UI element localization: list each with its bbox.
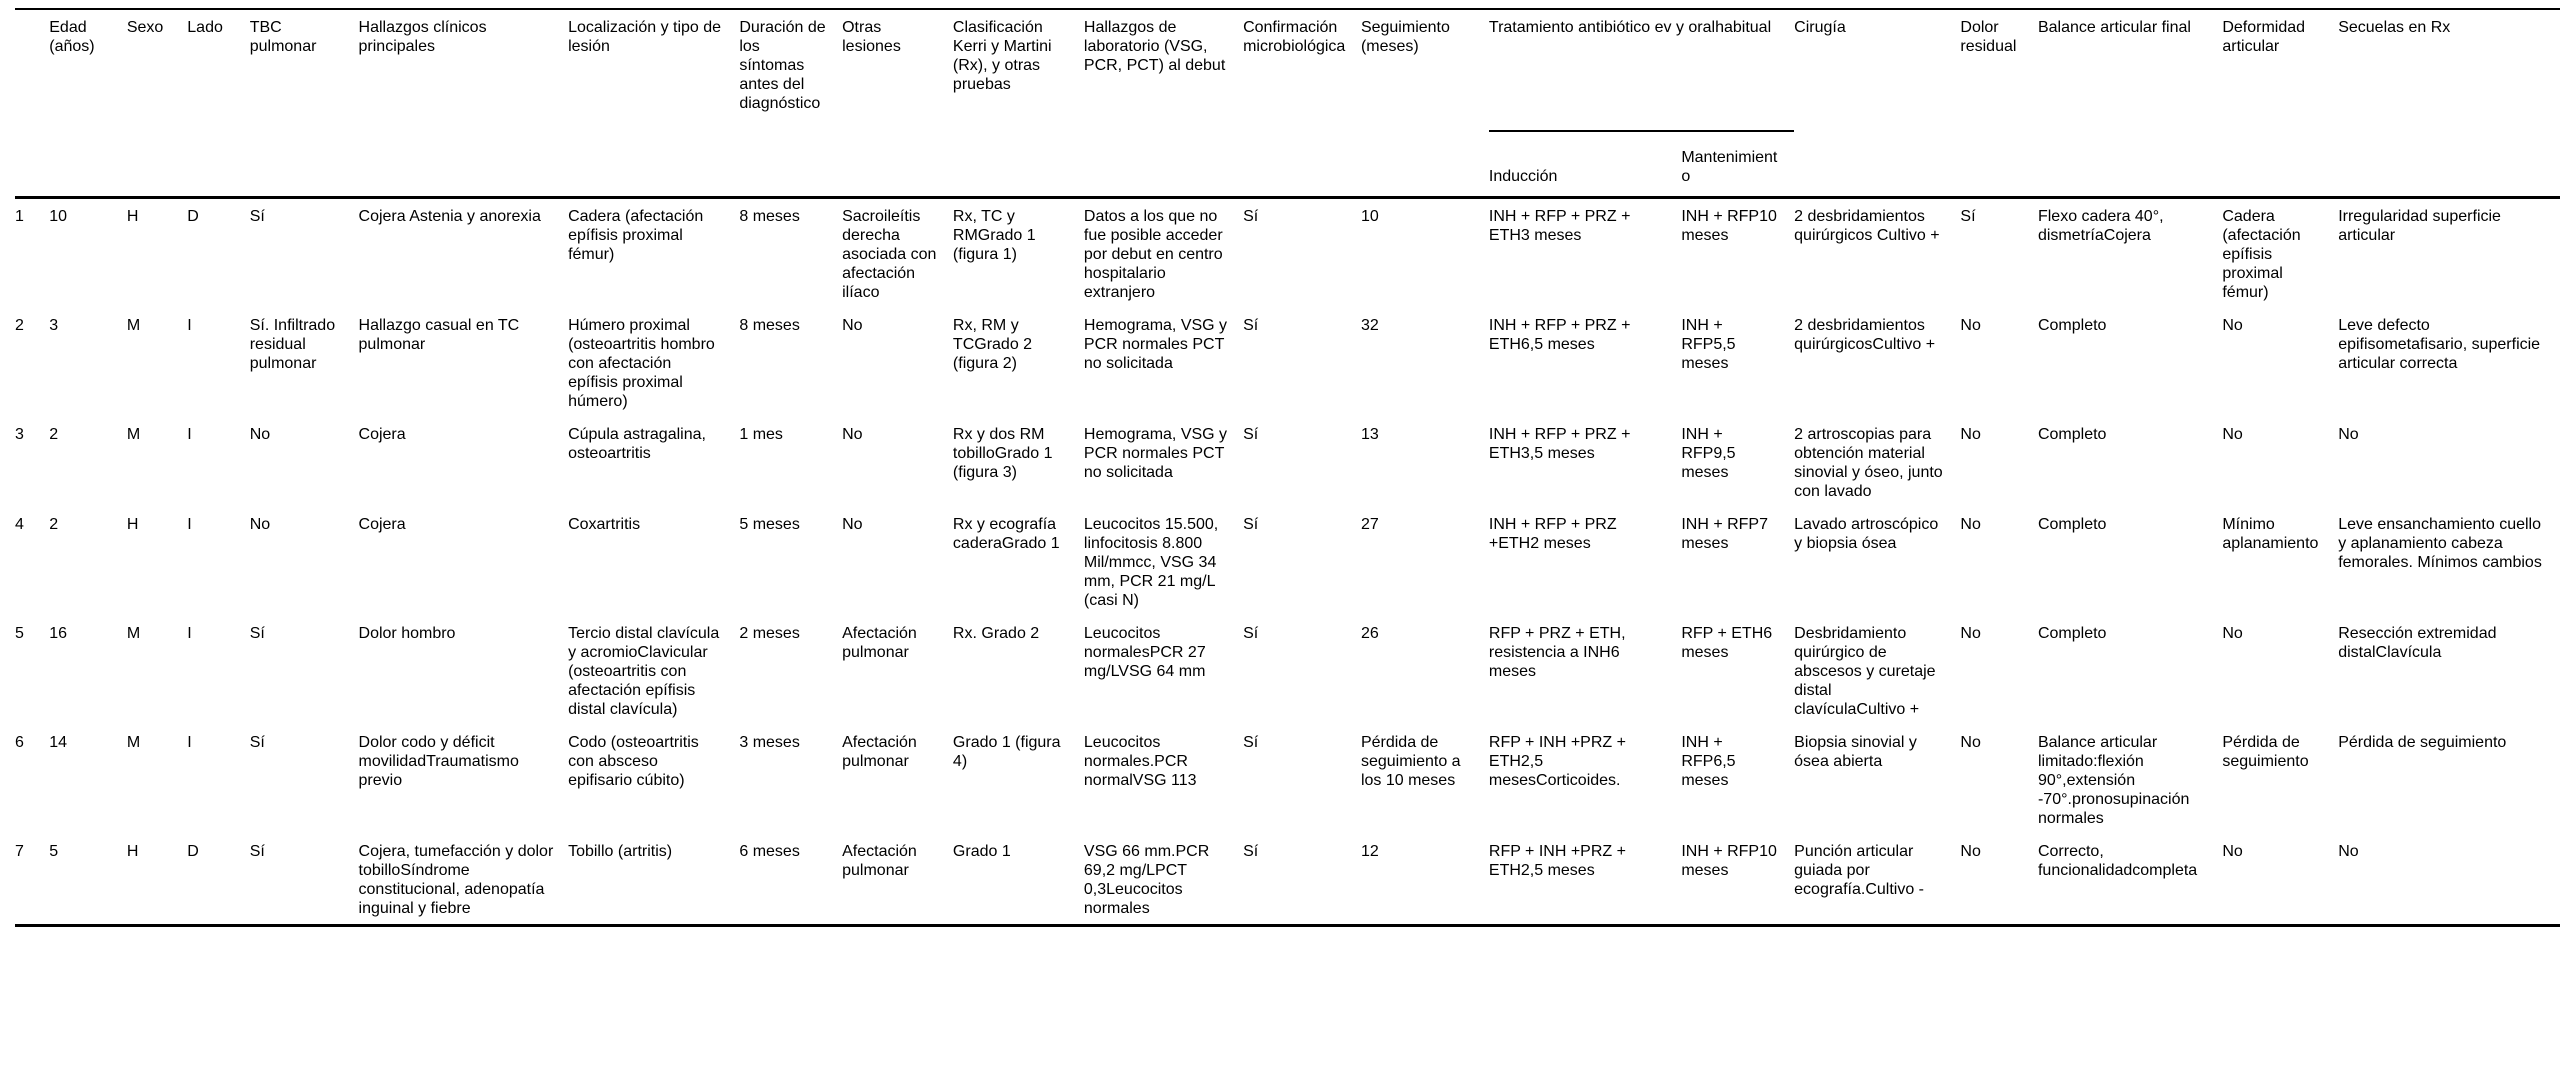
cell-duracion: 5 meses xyxy=(739,516,800,533)
cell-tbc-pulmonar: Sí xyxy=(249,734,265,751)
cell-clasificacion: Grado 1 xyxy=(953,834,1084,926)
table-body xyxy=(15,198,2560,926)
cell-induccion: RFP + INH +PRZ + ETH2,5 mesesCorticoides. xyxy=(1488,734,1626,789)
col-header-cirugia: Cirugía xyxy=(1794,9,1960,198)
cell-lado: I xyxy=(187,516,192,533)
cell-hallazgos-clinicos: Dolor codo y déficit movilidadTraumatismo previo xyxy=(358,734,519,789)
cell-seguimiento: 27 xyxy=(1360,516,1379,533)
table-row xyxy=(15,834,2560,926)
cell-edad: 3 xyxy=(49,317,59,334)
cell-localizacion: Codo (osteoartritis con absceso epifisario cúbito) xyxy=(568,734,699,789)
cell-localizacion: Coxartritis xyxy=(568,516,641,533)
cell-dolor-residual: No xyxy=(1960,625,1981,642)
col-header-tratamiento-grupo: Tratamiento antibiótico ev y oralhabitual xyxy=(1489,9,1794,131)
cell-lado: D xyxy=(187,834,249,926)
cell-confirmacion: Sí xyxy=(1243,317,1259,334)
table-row xyxy=(15,308,2560,417)
cell-hallazgos-clinicos: Dolor hombro xyxy=(358,625,456,642)
col-header-secuelas-rx: Secuelas en Rx xyxy=(2338,9,2560,198)
cell-clasificacion: Rx, TC y RMGrado 1 (figura 1) xyxy=(952,208,1036,263)
cell-duracion: 2 meses xyxy=(739,625,800,642)
cell-tbc-pulmonar: No xyxy=(249,426,271,443)
cell-secuelas-rx: Pérdida de seguimiento xyxy=(2338,734,2507,751)
cell-localizacion: Cúpula astragalina, osteoartritis xyxy=(568,426,706,462)
cell-num: 7 xyxy=(15,834,49,926)
cell-sexo: H xyxy=(126,516,139,533)
cell-num: 4 xyxy=(15,516,24,533)
cell-edad: 10 xyxy=(49,208,68,225)
cell-cirugia: Biopsia sinovial y ósea abierta xyxy=(1794,734,1917,770)
cell-balance-articular: Flexo cadera 40°, dismetríaCojera xyxy=(2037,208,2164,244)
cell-tbc-pulmonar: Sí xyxy=(250,834,359,926)
cell-lado: I xyxy=(187,734,192,751)
cell-mantenimiento: INH + RFP10 meses xyxy=(1681,208,1777,244)
cell-num: 6 xyxy=(15,734,24,751)
cell-hallazgos-clinicos: Cojera, tumefacción y dolor tobilloSíndrome constitucional, adenopatía inguinal y fiebre xyxy=(359,834,569,926)
cell-duracion: 8 meses xyxy=(739,208,800,225)
col-header-balance-articular: Balance articular final xyxy=(2038,9,2222,198)
cell-secuelas-rx: Irregularidad superficie articular xyxy=(2338,208,2501,244)
cell-mantenimiento: INH + RFP10 meses xyxy=(1681,834,1794,926)
col-header-localizacion: Localización y tipo de lesión xyxy=(568,9,739,198)
cell-balance-articular: Completo xyxy=(2037,625,2107,642)
header-row-main xyxy=(15,9,2560,131)
cell-edad: 5 xyxy=(49,834,127,926)
cell-clasificacion: Rx y dos RM tobilloGrado 1 (figura 3) xyxy=(952,426,1053,481)
cell-lado: I xyxy=(187,426,192,443)
cell-hallazgos-clinicos: Cojera xyxy=(358,426,406,443)
cell-induccion: INH + RFP + PRZ + ETH3 meses xyxy=(1488,208,1631,244)
cell-balance-articular: Completo xyxy=(2037,516,2107,533)
cell-clasificacion: Grado 1 (figura 4) xyxy=(952,734,1061,770)
cell-seguimiento: 10 xyxy=(1360,208,1379,225)
cell-mantenimiento: RFP + ETH6 meses xyxy=(1681,625,1773,661)
col-header-num xyxy=(15,9,49,198)
cell-laboratorio: VSG 66 mm.PCR 69,2 mg/LPCT 0,3Leucocitos normales xyxy=(1084,834,1243,926)
cell-clasificacion: Rx y ecografía caderaGrado 1 xyxy=(952,516,1060,552)
cell-dolor-residual: No xyxy=(1960,834,2038,926)
cell-tbc-pulmonar: Sí. Infiltrado residual pulmonar xyxy=(249,317,336,372)
cell-otras-lesiones: No xyxy=(842,317,863,334)
cell-secuelas-rx: No xyxy=(2338,426,2359,443)
cell-edad: 2 xyxy=(49,426,59,443)
cell-hallazgos-clinicos: Cojera xyxy=(358,516,406,533)
cell-sexo: M xyxy=(126,426,141,443)
cell-confirmacion: Sí xyxy=(1243,734,1259,751)
cell-induccion: INH + RFP + PRZ +ETH2 meses xyxy=(1488,516,1617,552)
cell-balance-articular: Correcto, funcionalidadcompleta xyxy=(2038,834,2222,926)
cell-sexo: H xyxy=(127,834,187,926)
cell-induccion: RFP + INH +PRZ + ETH2,5 meses xyxy=(1489,834,1681,926)
col-header-lado: Lado xyxy=(187,9,249,198)
col-header-mantenimiento: Mantenimiento xyxy=(1681,131,1794,198)
cell-deformidad: Cadera (afectación epífisis proximal fémur) xyxy=(2222,208,2301,301)
cell-edad: 16 xyxy=(49,625,68,642)
cell-hallazgos-clinicos: Hallazgo casual en TC pulmonar xyxy=(358,317,520,353)
cell-secuelas-rx: Leve ensanchamiento cuello y aplanamiento cabeza femorales. Mínimos cambios xyxy=(2338,516,2542,571)
cell-otras-lesiones: Afectación pulmonar xyxy=(842,834,953,926)
table-row xyxy=(15,507,2560,616)
cell-sexo: M xyxy=(126,734,141,751)
cell-cirugia: Lavado artroscópico y biopsia ósea xyxy=(1794,516,1939,552)
cell-duracion: 1 mes xyxy=(739,426,783,443)
cell-otras-lesiones: No xyxy=(842,426,863,443)
col-header-otras-lesiones: Otras lesiones xyxy=(842,9,953,198)
cell-cirugia: Punción articular guiada por ecografía.Cultivo - xyxy=(1794,834,1960,926)
cell-confirmacion: Sí xyxy=(1243,426,1259,443)
cell-hallazgos-clinicos: Cojera Astenia y anorexia xyxy=(358,208,541,225)
cell-mantenimiento: INH + RFP9,5 meses xyxy=(1681,426,1736,481)
cell-induccion: RFP + PRZ + ETH, resistencia a INH6 meses xyxy=(1488,625,1626,680)
table-header xyxy=(15,9,2560,198)
col-header-hallazgos-clinicos: Hallazgos clínicos principales xyxy=(359,9,569,198)
cell-laboratorio: Hemograma, VSG y PCR normales PCT no solicitada xyxy=(1083,426,1228,481)
cell-secuelas-rx: Leve defecto epifisometafisario, superficie articular correcta xyxy=(2338,317,2541,372)
cell-num: 5 xyxy=(15,625,24,642)
cell-dolor-residual: Sí xyxy=(1960,208,1976,225)
table-row xyxy=(15,616,2560,725)
cell-duracion: 6 meses xyxy=(739,834,842,926)
cell-seguimiento: 13 xyxy=(1360,426,1379,443)
cell-otras-lesiones: Afectación pulmonar xyxy=(842,734,917,770)
cell-deformidad: No xyxy=(2222,834,2338,926)
cell-laboratorio: Leucocitos normales.PCR normalVSG 113 xyxy=(1083,734,1197,789)
cell-laboratorio: Datos a los que no fue posible acceder por debut en centro hospitalario extranjero xyxy=(1083,208,1223,301)
clinical-cases-table xyxy=(15,8,2560,927)
cell-localizacion: Húmero proximal (osteoartritis hombro con afectación epífisis proximal húmero) xyxy=(568,317,715,410)
cell-tbc-pulmonar: Sí xyxy=(249,625,265,642)
col-header-dolor-residual: Dolor residual xyxy=(1960,9,2038,198)
cell-induccion: INH + RFP + PRZ + ETH6,5 meses xyxy=(1488,317,1631,353)
cell-mantenimiento: INH + RFP6,5 meses xyxy=(1681,734,1736,789)
col-header-deformidad: Deformidad articular xyxy=(2222,9,2338,198)
cell-cirugia: 2 desbridamientos quirúrgicos Cultivo + xyxy=(1794,208,1940,244)
cell-clasificacion: Rx, RM y TCGrado 2 (figura 2) xyxy=(952,317,1033,372)
cell-otras-lesiones: Afectación pulmonar xyxy=(842,625,917,661)
cell-secuelas-rx: Resección extremidad distalClavícula xyxy=(2338,625,2497,661)
table-row xyxy=(15,198,2560,309)
cell-edad: 2 xyxy=(49,516,59,533)
col-header-confirmacion: Confirmación microbiológica xyxy=(1243,9,1361,198)
cell-confirmacion: Sí xyxy=(1243,516,1259,533)
cell-cirugia: 2 desbridamientos quirúrgicosCultivo + xyxy=(1794,317,1936,353)
cell-confirmacion: Sí xyxy=(1243,834,1361,926)
cell-seguimiento: 26 xyxy=(1360,625,1379,642)
cell-tbc-pulmonar: No xyxy=(249,516,271,533)
cell-num: 3 xyxy=(15,426,24,443)
cell-otras-lesiones: Sacroileítis derecha asociada con afectación ilíaco xyxy=(842,208,937,301)
cell-sexo: H xyxy=(126,208,139,225)
cell-lado: I xyxy=(187,317,192,334)
cell-dolor-residual: No xyxy=(1960,317,1981,334)
cell-lado: I xyxy=(187,625,192,642)
cell-confirmacion: Sí xyxy=(1243,625,1259,642)
cell-num: 2 xyxy=(15,317,24,334)
col-header-edad: Edad (años) xyxy=(49,9,127,198)
col-header-laboratorio: Hallazgos de laboratorio (VSG, PCR, PCT) al debut xyxy=(1084,9,1243,198)
cell-deformidad: No xyxy=(2222,625,2243,642)
cell-laboratorio: Leucocitos normalesPCR 27 mg/LVSG 64 mm xyxy=(1083,625,1206,680)
cell-localizacion: Tobillo (artritis) xyxy=(568,834,739,926)
cell-confirmacion: Sí xyxy=(1243,208,1259,225)
cell-balance-articular: Balance articular limitado:flexión 90°,extensión -70°.pronosupinación normales xyxy=(2037,734,2190,827)
cell-localizacion: Tercio distal clavícula y acromioClavicular (osteoartritis con afectación epífisis distal clavícula) xyxy=(568,625,720,718)
col-header-induccion: Inducción xyxy=(1489,131,1681,198)
cell-cirugia: 2 artroscopias para obtención material sinovial y óseo, junto con lavado xyxy=(1794,426,1943,500)
cell-deformidad: No xyxy=(2222,317,2243,334)
cell-secuelas-rx: No xyxy=(2338,834,2560,926)
cell-clasificacion: Rx. Grado 2 xyxy=(952,625,1040,642)
cell-deformidad: No xyxy=(2222,426,2243,443)
cell-cirugia: Desbridamiento quirúrgico de abscesos y curetaje distal clavículaCultivo + xyxy=(1794,625,1936,718)
cell-mantenimiento: INH + RFP5,5 meses xyxy=(1681,317,1736,372)
cell-lado: D xyxy=(187,208,199,225)
cell-sexo: M xyxy=(126,625,141,642)
cell-deformidad: Pérdida de seguimiento xyxy=(2222,734,2309,770)
cell-seguimiento: Pérdida de seguimiento a los 10 meses xyxy=(1360,734,1461,789)
cell-num: 1 xyxy=(15,208,24,225)
cell-induccion: INH + RFP + PRZ + ETH3,5 meses xyxy=(1488,426,1631,462)
col-header-seguimiento: Seguimiento (meses) xyxy=(1361,9,1489,198)
cell-laboratorio: Hemograma, VSG y PCR normales PCT no solicitada xyxy=(1083,317,1228,372)
cell-dolor-residual: No xyxy=(1960,734,1981,751)
cell-duracion: 3 meses xyxy=(739,734,800,751)
cell-otras-lesiones: No xyxy=(842,516,863,533)
cell-mantenimiento: INH + RFP7 meses xyxy=(1681,516,1768,552)
cell-laboratorio: Leucocitos 15.500, linfocitosis 8.800 Mil/mmcc, VSG 34 mm, PCR 21 mg/L (casi N) xyxy=(1083,516,1219,609)
col-header-duracion-sintomas: Duración de los síntomas antes del diagnóstico xyxy=(739,9,842,198)
cell-duracion: 8 meses xyxy=(739,317,800,334)
cell-dolor-residual: No xyxy=(1960,426,1981,443)
cell-sexo: M xyxy=(126,317,141,334)
cell-deformidad: Mínimo aplanamiento xyxy=(2222,516,2319,552)
cell-seguimiento: 12 xyxy=(1361,834,1489,926)
cell-edad: 14 xyxy=(49,734,68,751)
col-header-sexo: Sexo xyxy=(127,9,187,198)
cell-tbc-pulmonar: Sí xyxy=(249,208,265,225)
cell-balance-articular: Completo xyxy=(2037,317,2107,334)
col-header-clasificacion: Clasificación Kerri y Martini (Rx), y otras pruebas xyxy=(953,9,1084,198)
table-row xyxy=(15,725,2560,834)
cell-seguimiento: 32 xyxy=(1360,317,1379,334)
cell-dolor-residual: No xyxy=(1960,516,1981,533)
table-row xyxy=(15,417,2560,507)
cell-balance-articular: Completo xyxy=(2037,426,2107,443)
cell-localizacion: Cadera (afectación epífisis proximal fémur) xyxy=(568,208,704,263)
col-header-tbc-pulmonar: TBC pulmonar xyxy=(250,9,359,198)
